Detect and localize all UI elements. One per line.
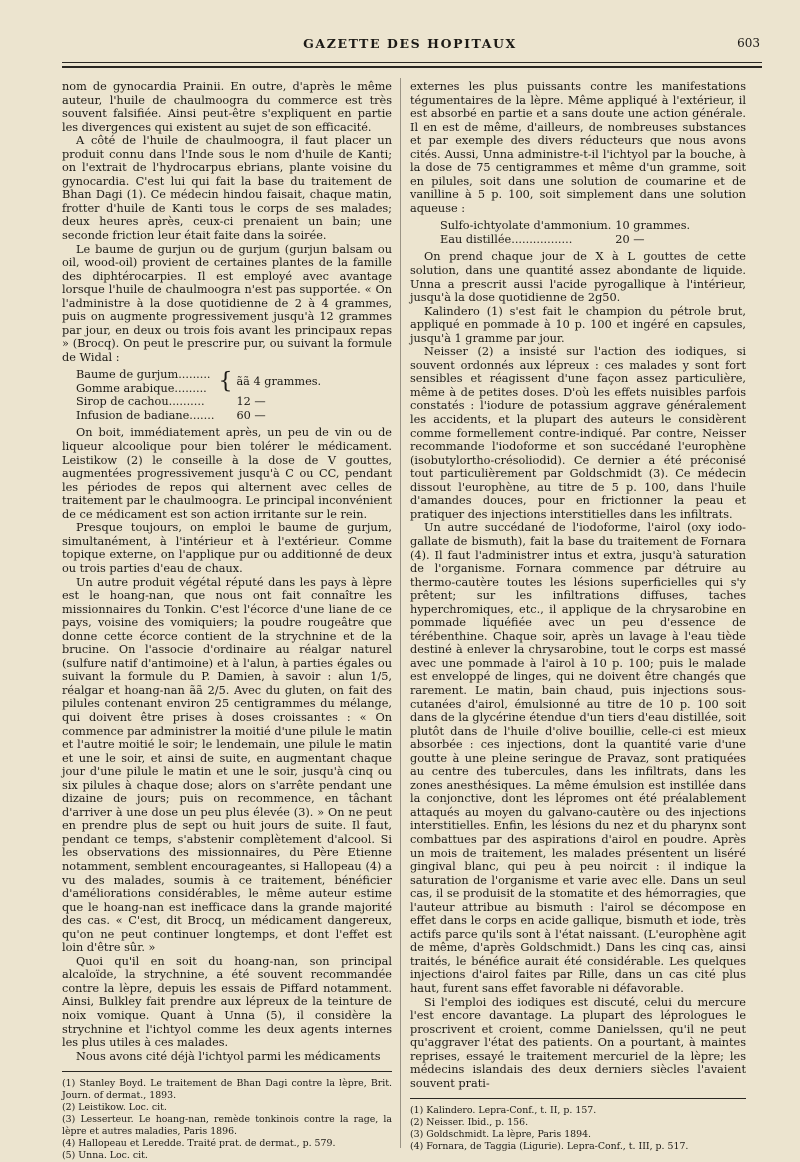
formula-quantity: 20 — (615, 232, 645, 246)
footnote-rule (410, 1098, 746, 1099)
footnote: (3) Lesserteur. Le hoang-nan, remède tonkinois contre la rage, la lèpre et autres maladies, Paris 1896. (62, 1114, 392, 1138)
formula-ingredient: Sirop de cachou.......... (76, 395, 205, 409)
page-number: 603 (737, 36, 760, 50)
paragraph: Le baume de gurjun ou de gurjum (gurjun balsam ou oil, wood-oil) provient de certaines plantes de la famille des diphtérocarpies. Il est employé avec avantage lorsque l'huile de chaulmoogra n'est pas supportée. « On l'administre à la dose quotidienne de 2 à 4 grammes, puis on augmente progressivement jusqu'à 12 grammes par jour, en deux ou trois fois avant les principaux repas » (Brocq). On peut le prescrire pur, ou suivant la formule de Widal : (62, 242, 392, 364)
paragraph: Un autre succédané de l'iodoforme, l'airol (oxy iodo-gallate de bismuth), fait la base du traitement de Fornara (4). Il faut l'administrer intus et extra, jusqu'à saturation de l'organisme. Fornara commence par détruire au thermo-cautère toutes les lésions superficielles qui s'y prêtent; sur les infiltrations diffuses, taches hyperchromiques, etc., il applique de la chrysarobine en pommade liquéfiée avec un peu d'essence de térébenthine. Chaque soir, après un lavage à l'eau tiède destiné à enlever la chrysarobine, tout le corps est massé avec une pommade à l'airol à 10 p. 100; puis le malade est enveloppé de linges, qui ne doivent être changés que rarement. Le matin, bain chaud, puis injections sous-cutanées d'airol, émulsionné au titre de 10 p. 100 soit dans de la glycérine étendue d'un tiers d'eau distillée, soit plutôt dans de l'huile d'olive bouillie, celle-ci est mieux absorbée : ces injections, dont la quantité varie d'une goutte à une pleine seringue de Pravaz, sont pratiquées au centre des tubercules, dans les infiltrats, dans les zones anesthésiques. La même émulsion est instillée dans la conjonctive, dont les lépromes ont été préalablement attaqués au moyen du galvano-cautère ou des injections interstitielles. Enfin, les lésions du nez et du pharynx sont combattues par des aspirations d'airol en poudre. Après un mois de traitement, les malades présentent un liséré gingival blanc, qui peu à peu noircit : il indique la saturation de l'organisme et varie avec elle. Dans un seul cas, il se produisit de la stomatite et des hémorragies, que l'auteur attribue au bismuth : l'airol se décompose en effet dans le corps en acide gallique, bismuth et iode, très actifs parce qu'ils sont à l'état naissant. (L'europhène agit de même, d'après Goldschmidt.) Dans les cinq cas, ainsi traités, le bénéfice aurait été considérable. Les quelques injections d'airol faites par Rille, dans un cas cité plus haut, furent sans effet favorable ni défavorable. (410, 521, 746, 995)
formula-quantity: ãã 4 grammes. (236, 375, 322, 389)
right-column (410, 80, 746, 1153)
paragraph: On prend chaque jour de X à L gouttes de cette solution, dans une quantité assez abondante de liquide. Unna a prescrit aussi l'acide pyrogallique à l'intérieur, jusqu'à la dose quotidienne de 2g50. (410, 250, 746, 305)
paragraph: Neisser (2) a insisté sur l'action des iodiques, si souvent ordonnés aux lépreux : ces malades y sont fort sensibles et réagissent d'une façon assez particulière, même à de petites doses. D'où les effets nuisibles parfois constatés : l'iodure de potassium aggrave généralement les accidents, et la plupart des auteurs le considèrent comme formellement contre-indiqué. Par contre, Neisser recommande l'iodoforme et son succédané l'europhène (isobutylortho-crésoliodid). Ce dernier a été préconisé tout particulièrement par Goldschmidt (3). Ce médecin dissout l'europhène, au titre de 5 p. 100, dans l'huile d'amandes douces, pour en frictionner la peau et pratiquer des injections interstitielles dans les infiltrats. (410, 345, 746, 521)
header-rule-bottom (62, 66, 762, 68)
paragraph: On boit, immédiatement après, un peu de vin ou de liqueur alcoolique pour bien tolérer le médicament. Leistikow (2) le conseille à la dose de V gouttes, augmentées progressivement jusqu'à C ou CC, pendant les périodes de repos qui alternent avec celles de traitement par le chaulmoogra. Le principal inconvénient de ce médicament est son action irritante sur le rein. (62, 426, 392, 521)
paragraph: Quoi qu'il en soit du hoang-nan, son principal alcaloïde, la strychnine, a été souvent recommandée contre la lèpre, depuis les essais de Piffard notamment. Ainsi, Bulkley fait prendre aux lépreux de la teinture de noix vomique. Quant à Unna (5), il considère la strychnine et l'ichtyol comme les deux agents internes les plus utiles à ces malades. (62, 954, 392, 1050)
paragraph: Presque toujours, on emploi le baume de gurjum, simultanément, à l'intérieur et à l'extérieur. Comme topique externe, on l'applique pur ou additionné de deux ou trois parties d'eau de chaux. (62, 521, 392, 575)
footnote: (1) Stanley Boyd. Le traitement de Bhan Dagi contre la lèpre, Brit. Journ. of dermat., 1893. (62, 1078, 392, 1102)
footnote: (2) Leistikow. Loc. cit. (62, 1102, 167, 1114)
footnote: (1) Kalindero. Lepra-Conf., t. II, p. 157. (410, 1105, 597, 1117)
formula-ingredient: Infusion de badiane....... (76, 408, 215, 422)
formula-ingredient: Baume de gurjum......... (76, 368, 211, 382)
formula-ingredient: Gomme arabique......... (76, 381, 207, 395)
paragraph: Kalindero (1) s'est fait le champion du pétrole brut, appliqué en pommade à 10 p. 100 et ingéré en capsules, jusqu'à 1 gramme par jour. (410, 304, 746, 345)
widal-formula (76, 368, 392, 422)
paragraph: Nous avons cité déjà l'ichtyol parmi les médicaments (76, 1049, 381, 1063)
footnote: (2) Neisser. Ibid., p. 156. (410, 1117, 529, 1129)
formula-quantity: 10 grammes. (615, 219, 691, 233)
ichtyol-formula (440, 219, 746, 246)
left-column (62, 80, 392, 1162)
paragraph: Un autre produit végétal réputé dans les pays à lèpre est le hoang-nan, que nous ont fait connaître les missionnaires du Tonkin. C'est l'écorce d'une liane de ce pays, voisine des vomiquiers; la poudre rougeâtre que donne cette écorce contient de la strychnine et de la brucine. On l'associe d'ordinaire au réalgar naturel (sulfure natif d'antimoine) et à l'alun, à parties égales ou suivant la formule du P. Damien, à savoir : alun 1/5, réalgar et hoang-nan ãã 2/5. Avec du gluten, on fait des pilules contenant environ 25 centigrammes du mélange, qui doivent être prises à doses croissantes : « On commence par administrer la moitié d'une pilule le matin et l'autre moitié le soir; le lendemain, une pilule le matin et une le soir, et ainsi de suite, en augmentant chaque jour d'une pilule le matin et une le soir, jusqu'à cinq ou six pilules à chaque dose; alors on s'arrête pendant une dizaine de jours; puis on recommence, en tâchant d'arriver à une dose un peu plus élevée (3). » On ne peut en prendre plus de sept ou huit jours de suite. Il faut, pendant ce temps, s'abstenir complètement d'alcool. Si les observations des missionnaires, du Père Etienne notamment, semblent encourageantes, si Hallopeau (4) a vu des malades, soumis à ce traitement, bénéficier d'améliorations considérables, le même auteur estime que le hoang-nan est inefficace dans la grande majorité des cas. « C'est, dit Brocq, un médicament dangereux, qu'on ne peut continuer longtemps, et dont l'effet est loin d'être sûr. » (62, 575, 392, 955)
page-header (60, 36, 760, 56)
paragraph: externes les plus puissants contre les manifestations tégumentaires de la lèpre. Même appliqué à l'extérieur, il est absorbé en partie et a sans doute une action générale. Il en est de même, d'ailleurs, de nombreuses substances et par exemple des divers réducteurs que nous avons cités. Aussi, Unna administre-t-il l'ichtyol par la bouche, à la dose de 75 centigrammes et même d'un gramme, soit en pilules, soit dans une solution de coumarine et de vanilline à 5 p. 100, soit simplement dans une solution aqueuse : (410, 80, 746, 215)
journal-title: GAZETTE DES HOPITAUX (303, 36, 517, 51)
brace-symbol: { (218, 368, 233, 394)
footnote: (4) Hallopeau et Leredde. Traité prat. de dermat., p. 579. (62, 1138, 336, 1150)
footnote: (3) Goldschmidt. La lèpre, Paris 1894. (410, 1129, 592, 1141)
formula-ingredient: Sulfo-ichtyolate d'ammonium. (440, 219, 612, 233)
formula-quantity: 60 — (236, 408, 266, 422)
footnote: (4) Fornara, de Taggia (Ligurie). Lepra-Conf., t. III, p. 517. (410, 1141, 689, 1153)
formula-quantity: 12 — (236, 395, 266, 409)
paragraph: nom de gynocardia Prainii. En outre, d'après le même auteur, l'huile de chaulmoogra du commerce est très souvent falsifiée. Ainsi peut-être s'expliquent en partie les divergences qui existent au sujet de son efficacité. (62, 80, 392, 134)
paragraph: A côté de l'huile de chaulmoogra, il faut placer un produit connu dans l'Inde sous le nom d'huile de Kanti; on l'extrait de l'hydrocarpus ebrians, plante voisine du gynocardia. C'est lui qui fait la base du traitement de Bhan Dagi (1). Ce médecin hindou faisait, chaque matin, frotter d'huile de Kanti tous le corps de ses malades; deux heures après, ceux-ci prenaient un bain; une seconde friction leur était faite dans la soirée. (62, 134, 392, 243)
footnote: (5) Unna. Loc. cit. (62, 1150, 148, 1162)
footnote-rule (62, 1071, 392, 1072)
formula-ingredient: Eau distillée................. (440, 232, 573, 246)
column-divider (400, 78, 401, 1148)
paragraph: Si l'emploi des iodiques est discuté, celui du mercure l'est encore davantage. La plupart des léprologues le proscrivent et croient, comme Danielssen, qu'il ne peut qu'aggraver l'état des patients. On a pourtant, à maintes reprises, essayé le traitement mercuriel de la lèpre; les médecins islandais des deux derniers siècles l'avaient souvent prati- (410, 995, 746, 1090)
header-rule-top (62, 62, 762, 63)
